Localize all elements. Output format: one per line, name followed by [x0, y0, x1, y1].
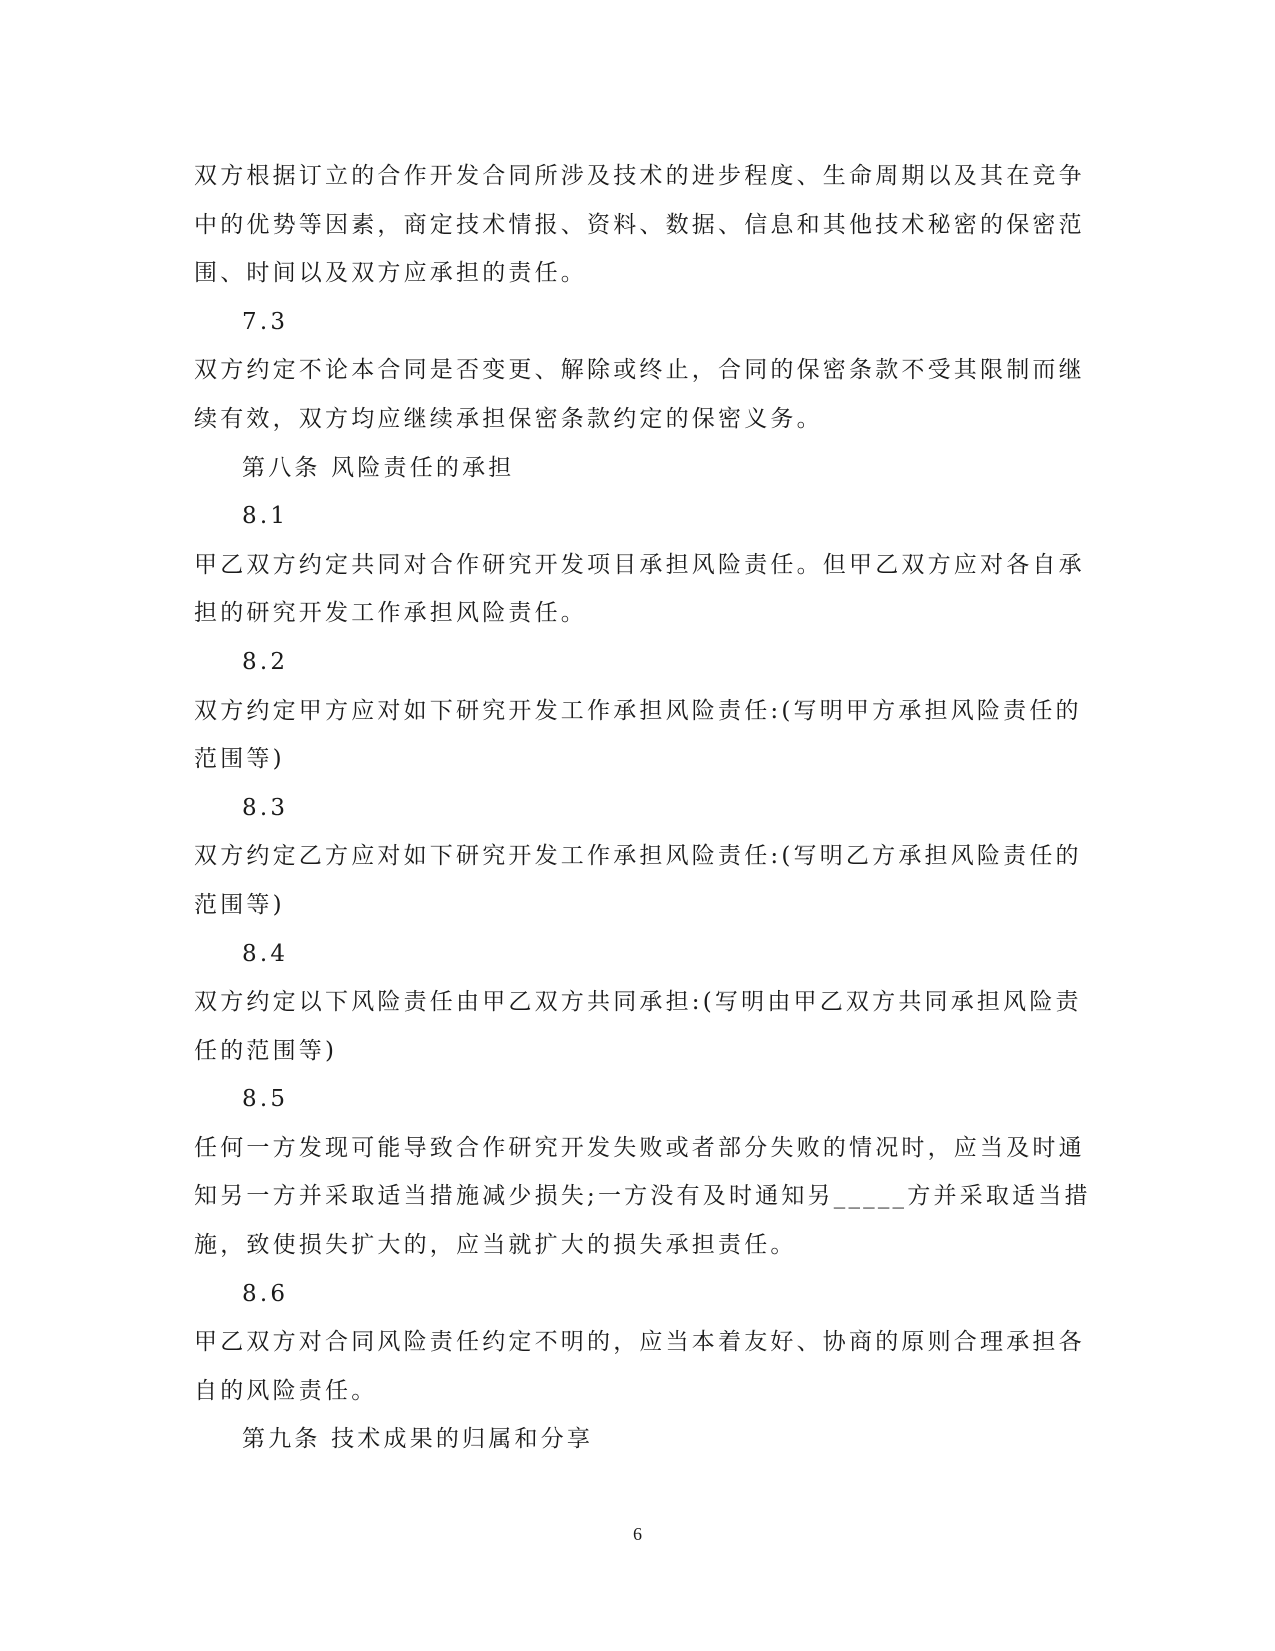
paragraph: 甲乙双方对合同风险责任约定不明的，应当本着友好、协商的原则合理承担各自的风险责任。	[194, 1329, 1085, 1404]
paragraph: 双方约定甲方应对如下研究开发工作承担风险责任:(写明甲方承担风险责任的范围等)	[194, 697, 1082, 773]
clause-number: 8.6	[242, 1280, 289, 1307]
paragraph: 任何一方发现可能导致合作研究开发失败或者部分失败的情况时，应当及时通知另一方并采取适当措施减少损失;一方没有及时通知另_____方并采取适当措施，致使损失扩大的，应当就扩大的损失承担责任。	[194, 1134, 1091, 1259]
paragraph: 双方约定乙方应对如下研究开发工作承担风险责任:(写明乙方承担风险责任的范围等)	[194, 843, 1082, 918]
paragraph: 甲乙双方约定共同对合作研究开发项目承担风险责任。但甲乙双方应对各自承担的研究开发工作承担风险责任。	[194, 551, 1085, 627]
article-heading: 第八条 风险责任的承担	[242, 454, 515, 481]
clause-number: 7.3	[242, 308, 289, 335]
page-number: 6	[633, 1524, 642, 1544]
clause-number: 8.4	[242, 940, 289, 967]
paragraph: 双方约定不论本合同是否变更、解除或终止，合同的保密条款不受其限制而继续有效，双方均应继续承担保密条款约定的保密义务。	[194, 357, 1085, 432]
clause-number: 8.1	[242, 503, 289, 530]
clause-number: 8.3	[242, 794, 289, 821]
paragraph: 双方约定以下风险责任由甲乙双方共同承担:(写明由甲乙双方共同承担风险责任的范围等)	[194, 989, 1082, 1064]
clause-number: 8.5	[242, 1086, 289, 1113]
paragraph: 双方根据订立的合作开发合同所涉及技术的进步程度、生命周期以及其在竞争中的优势等因素，商定技术情报、资料、数据、信息和其他技术秘密的保密范围、时间以及双方应承担的责任。	[194, 163, 1085, 287]
document-body	[194, 152, 1094, 1464]
article-heading: 第九条 技术成果的归属和分享	[242, 1426, 594, 1453]
clause-number: 8.2	[242, 648, 289, 675]
